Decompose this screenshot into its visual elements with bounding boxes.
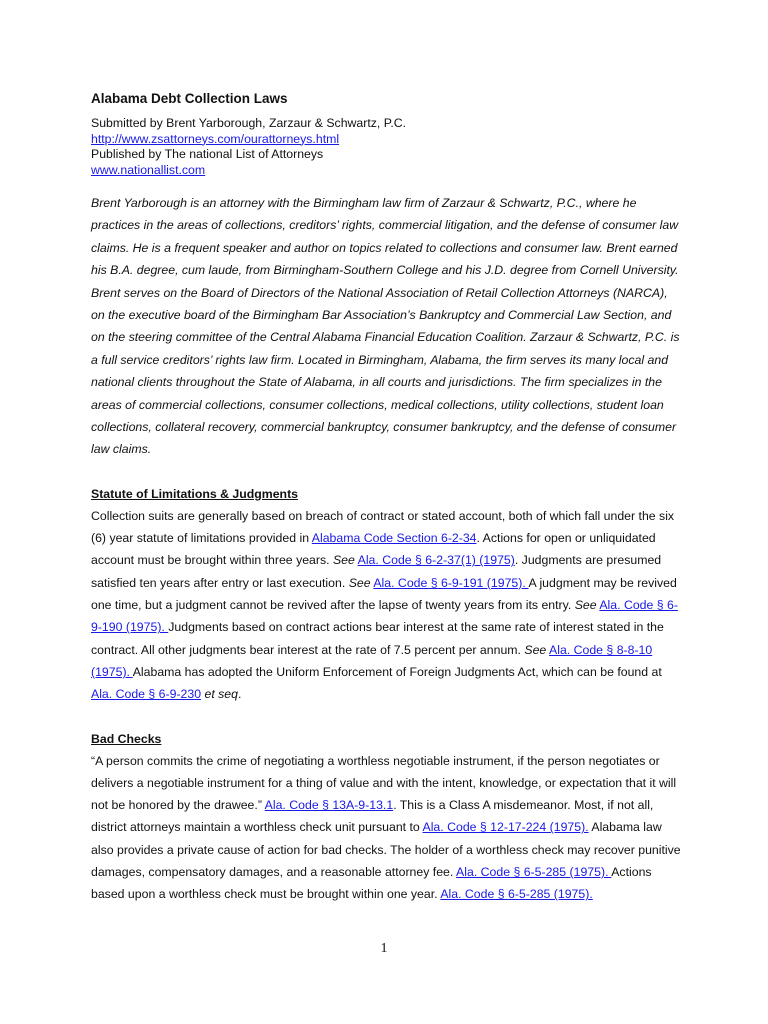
statute-text: Alabama has adopted the Uniform Enforcement of Foreign Judgments Act, which can be found at: [132, 664, 662, 679]
statute-link-6-9-191[interactable]: Ala. Code § 6-9-191 (1975).: [373, 575, 529, 590]
bad-checks-paragraph: [91, 750, 681, 906]
bad-checks-heading: Bad Checks: [91, 731, 162, 746]
statute-text: A judgment may be revived one time, but a judgment cannot be revived after the lapse of twenty years from its entry.: [91, 575, 677, 613]
statute-link-6-2-37[interactable]: Ala. Code § 6-2-37(1) (1975): [357, 553, 515, 568]
statute-heading: Statute of Limitations & Judgments: [91, 486, 299, 501]
et-seq-text: et seq: [204, 687, 238, 702]
statute-text: . Judgments are presumed satisfied ten years after entry or last execution.: [91, 553, 662, 590]
statute-link-6-2-34[interactable]: Alabama Code Section 6-2-34: [311, 531, 477, 546]
document-header: [91, 116, 681, 178]
statute-paragraph: [91, 505, 681, 706]
bad-checks-link-6-5-285-a[interactable]: Ala. Code § 6-5-285 (1975).: [456, 865, 612, 880]
statute-link-8-8-10[interactable]: Ala. Code § 8-8-10 (1975).: [91, 642, 653, 679]
bad-checks-link-13a-9-13-1[interactable]: Ala. Code § 13A-9-13.1: [264, 798, 394, 813]
bad-checks-text: Alabama law also provides a private cause of action for bad checks. The holder of a worthless check may recover punitive damages, compensatory damages, and a reasonable attorney fee.: [91, 820, 681, 880]
bad-checks-link-12-17-224[interactable]: Ala. Code § 12-17-224 (1975).: [422, 820, 589, 835]
publisher-url-link[interactable]: www.nationallist.com: [91, 162, 206, 177]
bad-checks-text: “A person commits the crime of negotiating a worthless negotiable instrument, if the person negotiates or delivers a negotiable instrument for a thing of value and with the intent, knowledge, or expectation that it will not be honored by the drawee.”: [91, 753, 677, 813]
see-text: See: [348, 575, 371, 590]
statute-text: Judgments based on contract actions bear interest at the same rate of interest stated in the contract. All other judgments bear interest at the rate of 7.5 percent per annum.: [91, 620, 664, 657]
submitter-url-line: [91, 132, 681, 148]
submitter-url-link[interactable]: http://www.zsattorneys.com/ourattorneys.html: [91, 131, 340, 146]
bad-checks-text: . This is a Class A misdemeanor. Most, if not all, district attorneys maintain a worthless check unit pursuant to: [91, 798, 654, 835]
page-number: 1: [380, 941, 388, 956]
bad-checks-text: Actions based upon a worthless check must be brought within one year.: [91, 865, 652, 902]
published-by: Published by The national List of Attorneys: [91, 147, 324, 161]
statute-text: Collection suits are generally based on breach of contract or stated account, both of which fall under the six (6) year statute of limitations provided in: [91, 508, 675, 546]
statute-text: . Actions for open or unliquidated account must be brought within three years.: [91, 531, 656, 568]
see-text: See: [574, 598, 597, 613]
statute-link-6-9-190[interactable]: Ala. Code § 6-9-190 (1975).: [91, 598, 678, 635]
statute-text: .: [237, 687, 242, 702]
document-title: Alabama Debt Collection Laws: [91, 91, 288, 106]
see-text: See: [524, 642, 547, 657]
see-text: See: [332, 553, 355, 568]
bad-checks-link-6-5-285-b[interactable]: Ala. Code § 6-5-285 (1975).: [440, 887, 593, 902]
submitted-by: Submitted by Brent Yarborough, Zarzaur & Schwartz, P.C.: [91, 116, 407, 130]
author-bio: Brent Yarborough is an attorney with the Birmingham law firm of Zarzaur & Schwartz, P.C., where he practices in the areas of collections, creditors’ rights, commercial litigation, and the defense of consumer law claims. He is a frequent speaker and author on topics related to collections and consumer law. Brent earned his B.A. degree, cum laude, from Birmingham-Southern College and his J.D. degree from Cornell University. Brent serves on the Board of Directors of the National Association of Retail Collection Attorneys (NARCA), on the executive board of the Birmingham Bar Association’s Bankruptcy and Commercial Law Section, and on the steering committee of the Central Alabama Financial Education Coalition. Zarzaur & Schwartz, P.C. is a full service creditors’ rights law firm. Located in Birmingham, Alabama, the firm serves its many local and national clients throughout the State of Alabama, in all courts and jurisdictions. The firm specializes in the areas of commercial collections, consumer collections, medical collections, utility collections, student loan collections, collateral recovery, commercial bankruptcy, consumer bankruptcy, and the defense of consumer law claims.: [91, 196, 680, 457]
statute-link-6-9-230[interactable]: Ala. Code § 6-9-230: [91, 687, 202, 702]
publisher-url-line: [91, 163, 681, 179]
document-content: [91, 90, 681, 906]
